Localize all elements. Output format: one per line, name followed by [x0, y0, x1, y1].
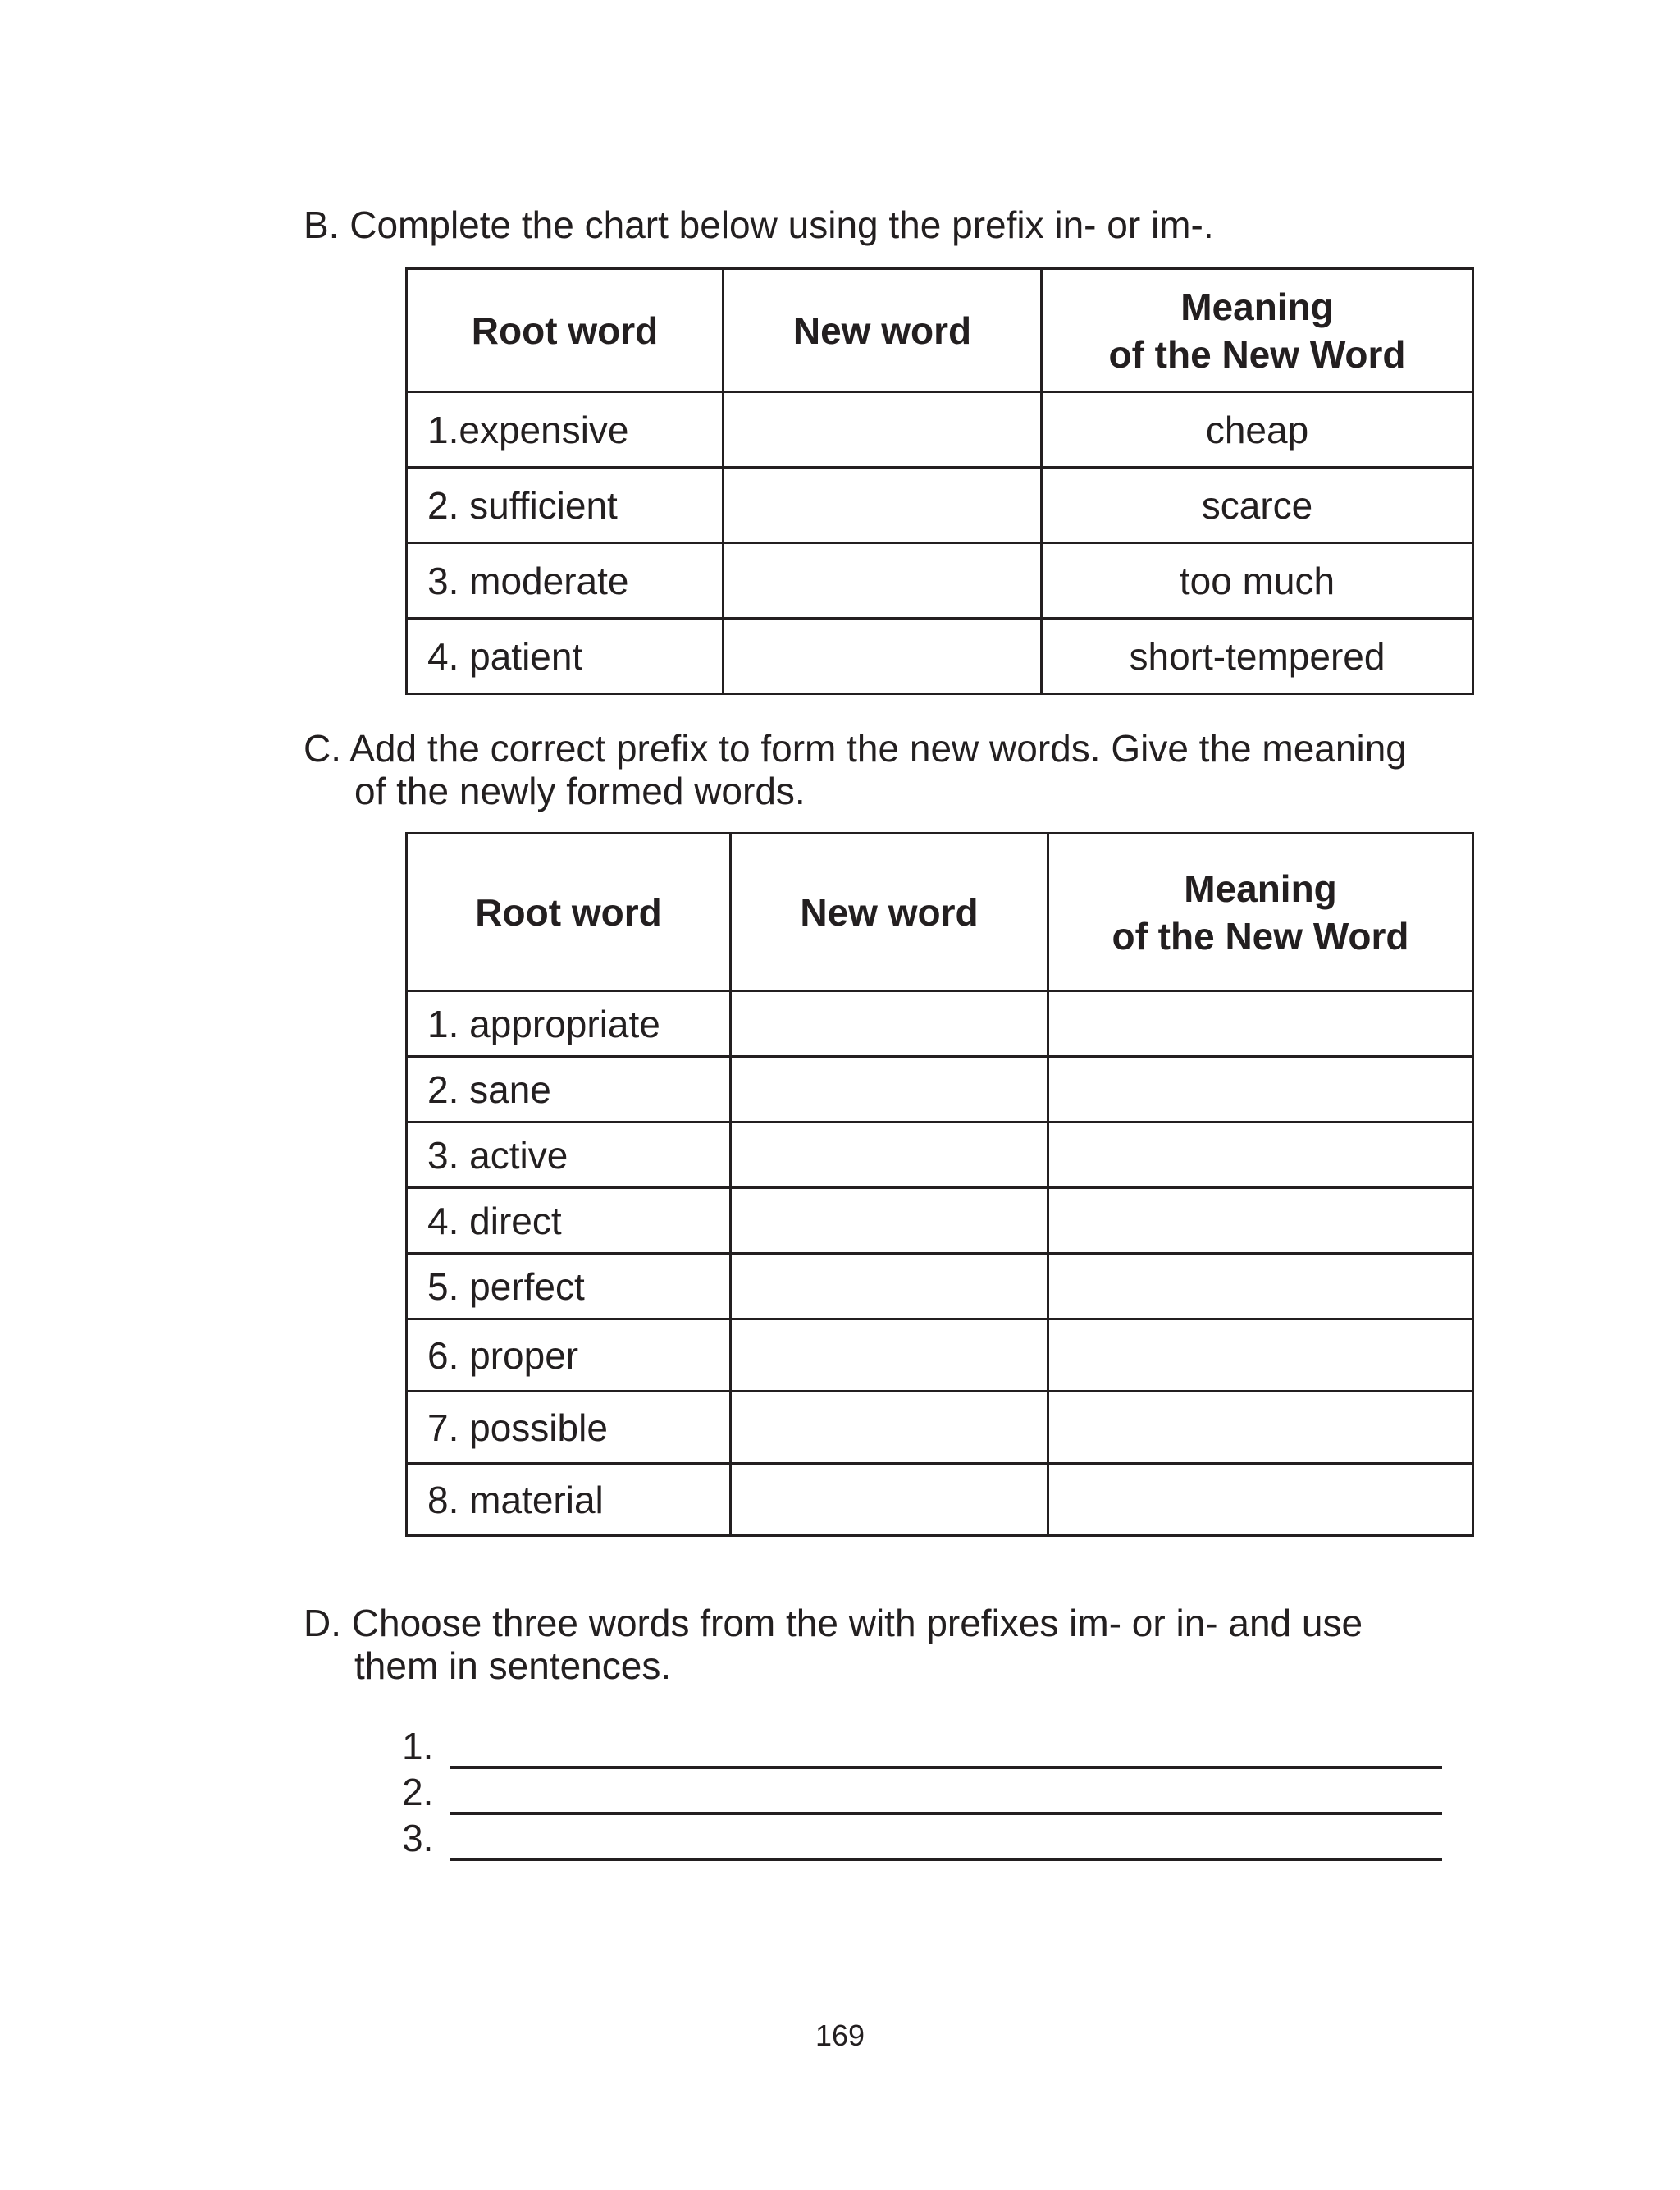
meaning-cell: too much	[1042, 543, 1473, 619]
root-word-cell: 1. appropriate	[407, 991, 731, 1057]
new-word-cell[interactable]	[731, 1319, 1048, 1392]
meaning-cell: cheap	[1042, 392, 1473, 468]
sentence-blanks	[402, 1723, 1442, 1861]
new-word-cell[interactable]	[731, 1122, 1048, 1188]
table-row	[407, 1392, 1473, 1464]
table-row	[407, 468, 1473, 543]
meaning-cell[interactable]	[1048, 1254, 1473, 1319]
section-d-instruction	[304, 1602, 1473, 1687]
table-row	[407, 1122, 1473, 1188]
section-b-letter: B.	[304, 203, 340, 246]
new-word-cell[interactable]	[731, 1254, 1048, 1319]
root-word-cell: 6. proper	[407, 1319, 731, 1392]
new-word-cell[interactable]	[731, 991, 1048, 1057]
blank-number: 2.	[402, 1771, 434, 1813]
table-row	[407, 543, 1473, 619]
new-word-cell[interactable]	[724, 468, 1042, 543]
meaning-cell[interactable]	[1048, 1319, 1473, 1392]
new-word-cell[interactable]	[724, 619, 1042, 694]
section-c-text-line1: Add the correct prefix to form the new words. Give the meaning	[349, 727, 1407, 770]
sentence-blank-row	[402, 1769, 1442, 1815]
page-number: 169	[815, 2019, 865, 2052]
table-row	[407, 1057, 1473, 1122]
meaning-cell[interactable]	[1048, 1122, 1473, 1188]
meaning-cell[interactable]	[1048, 1188, 1473, 1254]
blank-number: 3.	[402, 1817, 434, 1859]
table-row	[407, 1319, 1473, 1392]
table-row	[407, 1188, 1473, 1254]
new-word-cell[interactable]	[731, 1188, 1048, 1254]
root-word-cell: 5. perfect	[407, 1254, 731, 1319]
table-row	[407, 392, 1473, 468]
header-meaning-line2: of the New Word	[1108, 332, 1406, 376]
root-word-cell: 4. patient	[407, 619, 724, 694]
new-word-cell[interactable]	[724, 392, 1042, 468]
meaning-cell: scarce	[1042, 468, 1473, 543]
root-word-cell: 3. active	[407, 1122, 731, 1188]
header-root-word: Root word	[407, 834, 731, 991]
table-row	[407, 991, 1473, 1057]
table-row	[407, 1254, 1473, 1319]
sentence-blank-line[interactable]	[450, 1730, 1442, 1769]
section-c-chart	[405, 832, 1474, 1537]
section-b-chart	[405, 267, 1474, 695]
root-word-cell: 7. possible	[407, 1392, 731, 1464]
section-c-letter: C.	[304, 727, 341, 770]
table-row	[407, 1464, 1473, 1536]
section-b-instruction	[304, 203, 1473, 246]
section-d-text-line2: them in sentences.	[354, 1644, 672, 1687]
header-meaning-line2: of the New Word	[1112, 914, 1409, 958]
table-row	[407, 619, 1473, 694]
header-meaning	[1048, 834, 1473, 991]
root-word-cell: 2. sufficient	[407, 468, 724, 543]
header-meaning	[1042, 269, 1473, 392]
sentence-blank-row	[402, 1815, 1442, 1861]
new-word-cell[interactable]	[731, 1057, 1048, 1122]
section-d-letter: D.	[304, 1602, 341, 1644]
root-word-cell: 3. moderate	[407, 543, 724, 619]
table-header-row	[407, 269, 1473, 392]
root-word-cell: 2. sane	[407, 1057, 731, 1122]
header-new-word: New word	[731, 834, 1048, 991]
header-meaning-line1: Meaning	[1184, 866, 1337, 910]
header-new-word: New word	[724, 269, 1042, 392]
meaning-cell[interactable]	[1048, 1392, 1473, 1464]
new-word-cell[interactable]	[731, 1464, 1048, 1536]
root-word-cell: 8. material	[407, 1464, 731, 1536]
new-word-cell[interactable]	[724, 543, 1042, 619]
root-word-cell: 4. direct	[407, 1188, 731, 1254]
meaning-cell: short-tempered	[1042, 619, 1473, 694]
section-d-text-line1: Choose three words from the with prefixes im- or in- and use	[351, 1602, 1363, 1644]
header-root-word: Root word	[407, 269, 724, 392]
header-meaning-line1: Meaning	[1180, 285, 1334, 328]
section-c-text-line2: of the newly formed words.	[354, 770, 806, 812]
table-header-row	[407, 834, 1473, 991]
new-word-cell[interactable]	[731, 1392, 1048, 1464]
blank-number: 1.	[402, 1725, 434, 1767]
sentence-blank-row	[402, 1723, 1442, 1769]
meaning-cell[interactable]	[1048, 1464, 1473, 1536]
section-c-instruction	[304, 727, 1473, 812]
section-b-text: Complete the chart below using the prefix in- or im-.	[349, 203, 1214, 246]
root-word-cell: 1.expensive	[407, 392, 724, 468]
meaning-cell[interactable]	[1048, 1057, 1473, 1122]
sentence-blank-line[interactable]	[450, 1776, 1442, 1815]
sentence-blank-line[interactable]	[450, 1822, 1442, 1861]
meaning-cell[interactable]	[1048, 991, 1473, 1057]
